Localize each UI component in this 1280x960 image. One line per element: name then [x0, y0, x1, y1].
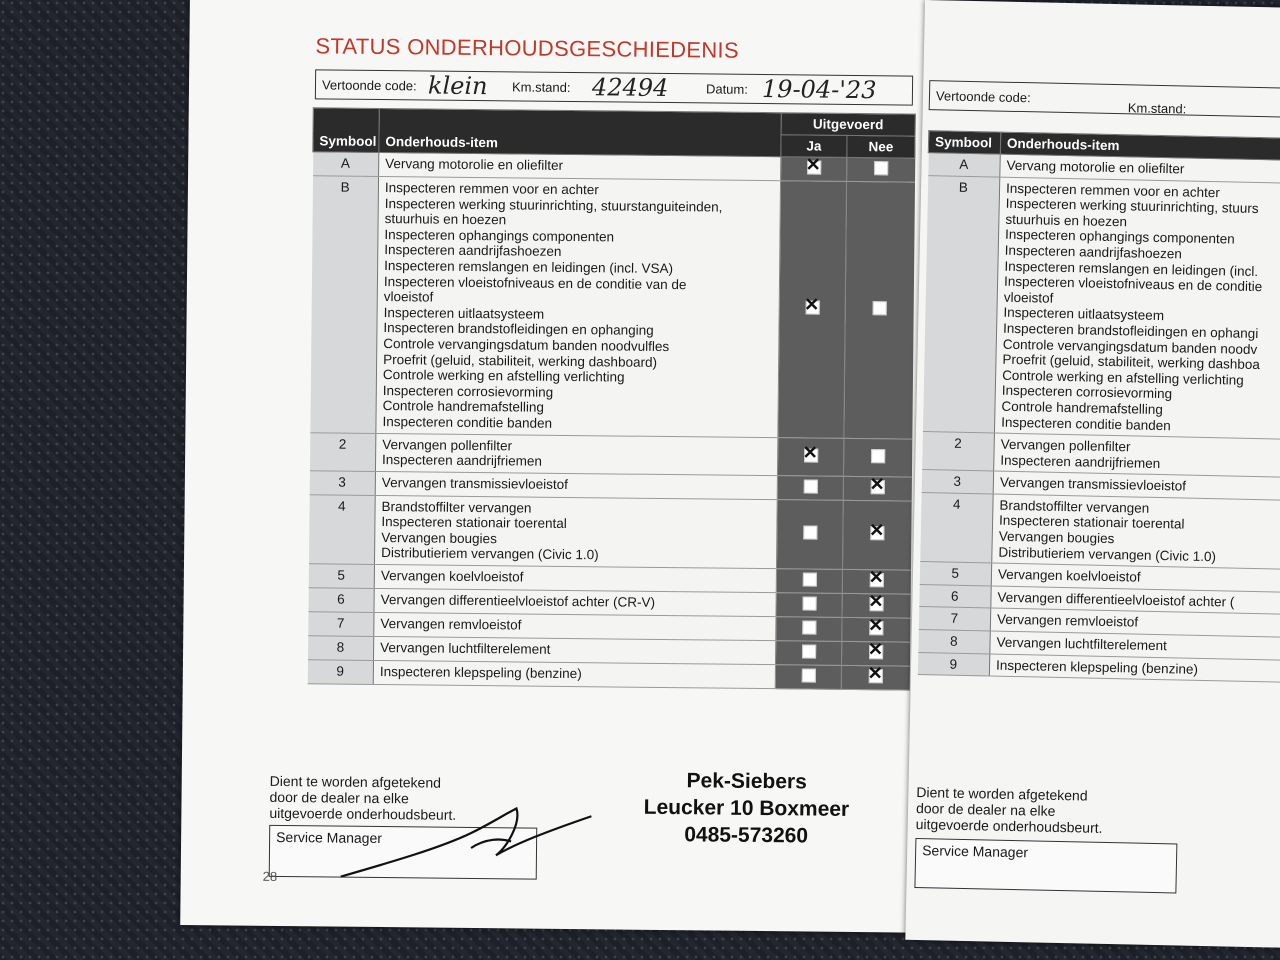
- table-row: [920, 492, 1280, 569]
- row-symbol: A: [928, 153, 1000, 177]
- row-symbol: A: [313, 152, 379, 177]
- row-symbol: 9: [917, 652, 989, 676]
- date-value: 19-04-'23: [761, 74, 877, 105]
- ja-checkbox[interactable]: [804, 448, 818, 462]
- header-fields-box: [315, 69, 913, 105]
- ja-checkbox[interactable]: [802, 621, 816, 635]
- right-service-manager-label: Service Manager: [922, 842, 1029, 861]
- row-items: [989, 654, 1280, 683]
- item-line: Inspecteren remmen voor en achter: [1005, 180, 1221, 200]
- row-symbol: 4: [308, 494, 375, 564]
- handwritten-signature: [301, 791, 622, 894]
- nee-checkbox[interactable]: [871, 449, 885, 463]
- ja-cell: [776, 617, 842, 642]
- item-line: Controle handremafstelling: [382, 398, 545, 416]
- table-row: [310, 176, 915, 439]
- item-line: Inspecteren werking stuurinrichting, stuurs: [1005, 195, 1259, 217]
- ja-checkbox[interactable]: [803, 526, 817, 540]
- km-label: Km.stand:: [511, 79, 571, 95]
- item-line: Inspecteren aandrijfashoezen: [1004, 242, 1183, 262]
- date-label: Datum:: [705, 81, 748, 97]
- row-symbol: 6: [308, 588, 374, 613]
- nee-checkbox[interactable]: [869, 645, 883, 659]
- item-line: Distributieriem vervangen (Civic 1.0): [381, 545, 599, 563]
- ja-checkbox[interactable]: [805, 301, 819, 315]
- ja-checkbox[interactable]: [803, 479, 817, 493]
- right-service-manager-field: [914, 838, 1177, 893]
- table-row: [308, 494, 911, 570]
- nee-checkbox[interactable]: [872, 301, 886, 315]
- row-items: [375, 433, 777, 475]
- nee-checkbox[interactable]: [869, 621, 883, 635]
- table-row: [307, 660, 909, 690]
- item-line: vloeistof: [383, 289, 434, 305]
- row-symbol: 2: [309, 432, 375, 471]
- service-manager-label: Service Manager: [276, 828, 383, 847]
- item-line: vloeistof: [1003, 289, 1054, 306]
- item-header: Onderhouds-item: [379, 108, 781, 156]
- nee-cell: [847, 157, 915, 182]
- item-line: Inspecteren uitlaatsysteem: [383, 304, 545, 322]
- item-line: Proefrit (geluid, stabiliteit, werking dashboard): [383, 351, 658, 370]
- right-item-header: Onderhouds-item: [1000, 132, 1280, 160]
- item-line: Inspecteren stationair toerental: [381, 514, 567, 532]
- item-line: Inspecteren brandstofleidingen en ophanging: [383, 320, 654, 339]
- no-header: Nee: [847, 135, 915, 158]
- row-items: [376, 176, 781, 437]
- right-header-fields-box: [929, 80, 1280, 118]
- item-line: Vervangen transmissievloeistof: [999, 474, 1187, 494]
- right-symbol-header: Symbool: [928, 131, 1000, 155]
- item-line: Inspecteren conditie banden: [382, 413, 553, 431]
- item-line: stuurhuis en hoezen: [384, 211, 507, 228]
- right-maintenance-table: [917, 130, 1280, 683]
- nee-cell: [843, 476, 911, 501]
- item-line: Vervangen koelvloeistof: [997, 566, 1141, 585]
- row-symbol: 4: [920, 492, 993, 563]
- right-km-label: Km.stand:: [1127, 100, 1187, 117]
- item-line: Inspecteren aandrijfriemen: [382, 452, 543, 469]
- row-symbol: 2: [922, 432, 995, 472]
- row-symbol: 3: [309, 470, 375, 495]
- item-line: Inspecteren remslangen en leidingen (incl. VSA): [384, 258, 674, 277]
- item-line: Vervangen remvloeistof: [996, 612, 1139, 631]
- left-booklet-page: [180, 0, 930, 933]
- ja-checkbox[interactable]: [802, 573, 816, 587]
- right-booklet-page: [905, 0, 1280, 948]
- item-line: Proefrit (geluid, stabiliteit, werking dashboa: [1002, 351, 1260, 373]
- row-symbol: 3: [921, 470, 993, 494]
- item-line: Brandstoffilter vervangen: [999, 497, 1150, 516]
- item-line: Vervangen bougies: [998, 528, 1115, 547]
- row-items: [373, 661, 775, 689]
- ja-checkbox[interactable]: [807, 160, 821, 174]
- item-line: Vervangen remvloeistof: [380, 616, 522, 633]
- item-line: Distributieriem vervangen (Civic 1.0): [998, 544, 1217, 564]
- item-line: Inspecteren ophangings componenten: [1004, 227, 1235, 247]
- ja-checkbox[interactable]: [801, 669, 815, 683]
- item-line: Inspecteren klepspeling (benzine): [995, 657, 1199, 677]
- item-line: Inspecteren ophangings componenten: [384, 226, 615, 245]
- table-row: [309, 432, 911, 476]
- row-symbol: 8: [918, 630, 990, 654]
- nee-cell: [844, 181, 915, 438]
- nee-checkbox[interactable]: [870, 527, 884, 541]
- item-line: Vervangen luchtfilterelement: [380, 640, 551, 657]
- right-dealer-note: Dient te worden afgetekend door de dealer na elke uitgevoerde onderhoudsbeurt.: [915, 783, 1103, 836]
- row-items: [374, 495, 777, 569]
- ja-cell: [777, 437, 843, 476]
- row-items: [992, 494, 1280, 570]
- item-line: Inspecteren klepspeling (benzine): [379, 664, 582, 682]
- ja-cell: [778, 181, 847, 438]
- item-line: Inspecteren corrosievorming: [1001, 383, 1173, 402]
- page-number: 28: [262, 868, 278, 884]
- item-line: Vervang motorolie en oliefilter: [1006, 157, 1185, 177]
- item-line: Inspecteren remslangen en leidingen (incl.: [1004, 258, 1259, 279]
- dealer-note: Dient te worden afgetekend door de dealer na elke uitgevoerde onderhoudsbeurt.: [269, 772, 457, 823]
- row-symbol: 9: [307, 660, 373, 685]
- item-line: Inspecteren aandrijfashoezen: [384, 242, 562, 260]
- nee-checkbox[interactable]: [870, 573, 884, 587]
- nee-cell: [842, 500, 911, 570]
- dealer-stamp: Pek-Siebers Leucker 10 Boxmeer 0485-573260: [643, 769, 850, 848]
- item-line: Controle werking en afstelling verlichting: [382, 367, 625, 385]
- nee-cell: [843, 438, 911, 477]
- item-line: Inspecteren corrosievorming: [382, 382, 554, 400]
- nee-checkbox[interactable]: [871, 480, 885, 494]
- item-line: Vervangen transmissievloeistof: [381, 474, 569, 492]
- item-line: stuurhuis en hoezen: [1005, 211, 1128, 230]
- item-line: Controle handremafstelling: [1001, 398, 1163, 417]
- row-symbol: 7: [918, 607, 990, 631]
- item-line: Inspecteren vloeistofniveaus en de conditie: [1003, 273, 1263, 295]
- item-line: Inspecteren aandrijfriemen: [1000, 452, 1161, 471]
- nee-cell: [841, 665, 909, 690]
- row-items: [994, 177, 1280, 440]
- item-line: Vervangen koelvloeistof: [380, 568, 524, 585]
- item-line: Inspecteren vloeistofniveaus en de conditie van de: [383, 273, 687, 292]
- yes-header: Ja: [781, 135, 847, 158]
- code-label: Vertoonde code:: [321, 77, 417, 94]
- item-line: Controle werking en afstelling verlichting: [1002, 367, 1244, 388]
- item-line: Vervangen luchtfilterelement: [996, 634, 1168, 654]
- item-line: Inspecteren remmen voor en achter: [384, 180, 599, 198]
- item-line: Inspecteren brandstofleidingen en ophangi: [1002, 320, 1259, 341]
- nee-checkbox[interactable]: [869, 597, 883, 611]
- item-line: Vervangen bougies: [381, 529, 497, 547]
- item-line: Brandstoffilter vervangen: [381, 498, 532, 516]
- page-title: STATUS ONDERHOUDSGESCHIEDENIS: [315, 33, 740, 63]
- row-symbol: 8: [307, 636, 373, 661]
- ja-cell: [776, 569, 842, 594]
- row-symbol: 5: [308, 564, 374, 589]
- ja-cell: [776, 499, 843, 569]
- ja-cell: [777, 475, 843, 500]
- ja-cell: [775, 641, 841, 666]
- symbol-header: Symbool: [313, 108, 379, 153]
- item-line: Inspecteren werking stuurinrichting, stuurstanguiteinden,: [384, 195, 723, 215]
- km-value: 42494: [591, 73, 669, 103]
- item-line: Controle vervangingsdatum banden noodvulfles: [383, 335, 670, 354]
- row-symbol: B: [922, 175, 999, 433]
- item-line: Vervangen differentieelvloeistof achter (: [997, 589, 1235, 610]
- item-line: Inspecteren stationair toerental: [998, 513, 1185, 533]
- nee-checkbox[interactable]: [869, 669, 883, 683]
- item-line: Inspecteren conditie banden: [1001, 414, 1171, 433]
- row-symbol: 5: [919, 562, 991, 586]
- ja-checkbox[interactable]: [802, 597, 816, 611]
- item-line: Vervangen pollenfilter: [1000, 436, 1131, 455]
- ja-cell: [781, 157, 847, 182]
- maintenance-table: [307, 107, 916, 690]
- nee-checkbox[interactable]: [874, 161, 888, 175]
- ja-checkbox[interactable]: [802, 645, 816, 659]
- row-items: [994, 433, 1280, 478]
- code-value: klein: [427, 71, 488, 101]
- ja-cell: [775, 665, 841, 690]
- item-line: Vervang motorolie en oliefilter: [385, 156, 564, 173]
- row-symbol: 6: [919, 584, 991, 608]
- table-row: [922, 175, 1280, 439]
- right-code-label: Vertoonde code:: [935, 88, 1031, 106]
- performed-header: Uitgevoerd: [781, 113, 915, 136]
- ja-cell: [776, 593, 842, 618]
- row-symbol: 7: [308, 612, 374, 637]
- row-symbol: B: [310, 176, 379, 433]
- item-line: Controle vervangingsdatum banden noodv: [1002, 336, 1258, 357]
- item-line: Vervangen pollenfilter: [382, 436, 513, 453]
- item-line: Inspecteren uitlaatsysteem: [1003, 305, 1165, 324]
- item-line: Vervangen differentieelvloeistof achter (CR-V): [380, 592, 656, 610]
